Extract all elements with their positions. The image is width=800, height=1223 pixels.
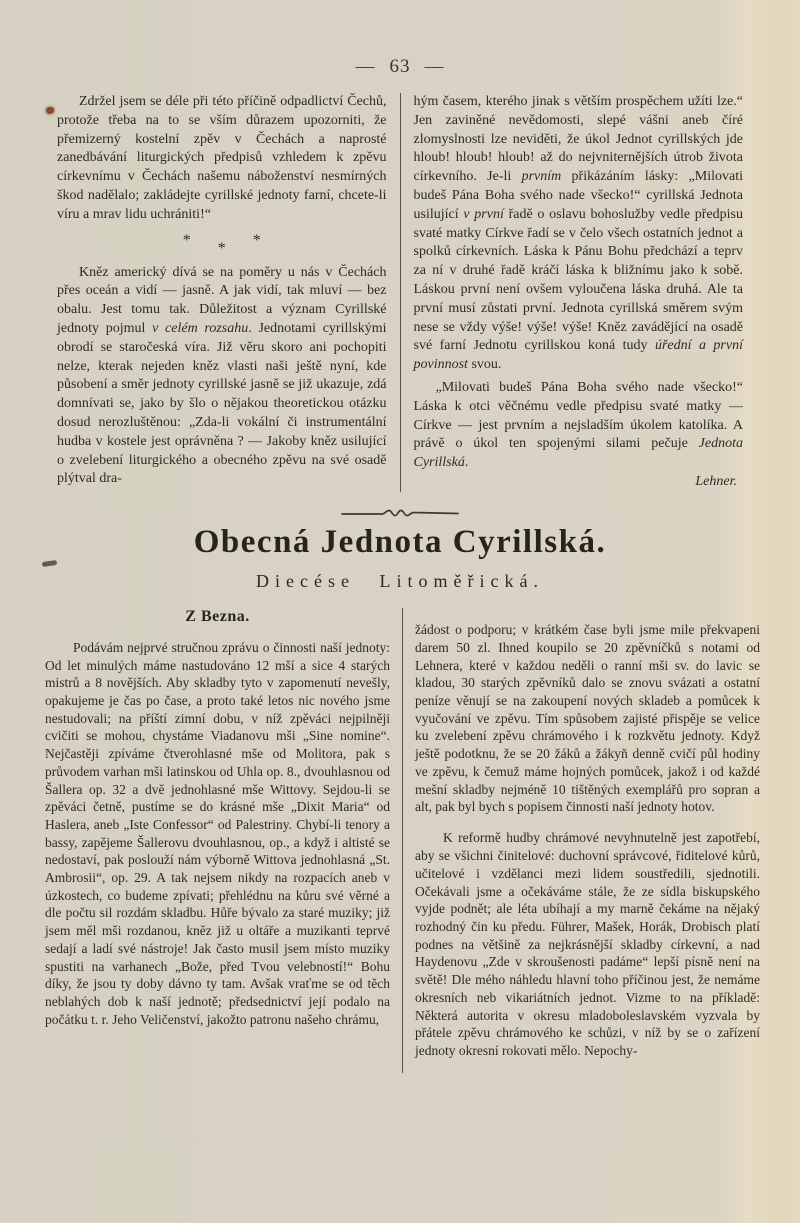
paragraph: Zdržel jsem se déle při této příčině odpadlictví Čechů, protože třeba na to se vším důrazem upozorniti, že přemizerný kostelní zpěv v Čechách a naprosté zanedbávání liturgických předpisů vzhledem k zpěvu církevnímu v Čechách našemu náboženství nesmírných škod nadělalo; zakládejte cyrillské jednoty farní, chcete-li víru a mrav lidu uchrániti!“: [57, 94, 387, 222]
report-heading: Z Bezna.: [185, 607, 250, 625]
asterisk-icon: *: [252, 231, 261, 249]
asterisk-icon: *: [217, 239, 226, 257]
ink-smudge: [42, 560, 58, 567]
paragraph: Podávám nejprvé stručnou zprávu o činnosti naší jednoty: Od let minulých máme nastudováno 12 mší a sice 4 starých mistrů a 8 novějších. Aby skladby tyto v zapomenutí nevešly, opakujeme je čas po čase, a proto také letos nic nového jsme nestudovali; na příští zimní dobu, v níž zpěváci nejpilněji cvičiti se mohou, chystáme Viadanovu mši „Sine nomine“. Nejčastěji zpíváme čtverohlasné mše od Molitora, pak s průvodem varhan mši latinskou od Uhla op. 8., dvouhlasnou od Šallera op. 32 a dvě jednohlasné mše Wittovy. Sejdou-li se zpěváci četně, pustíme se do krásné mše „Dixit Maria“ od Haslera, aneb „Iste Confessor“ od Palestriny. Chybí-li tenory a bassy, zapějeme Šallerovu dvouhlasnou, op., a když i altisté se nedostaví, pak poslouží nám výborně Wittova jednohlasná „St. Ambrosii“, op. 29. A tak nejsem nikdy na rozpacích aneb v úzkostech, co budeme zpívati; přehlédnu na kůru své věrné a dle počtu sil rozdám skladbu. Hůře bývalo za staré muziky; již jsem měl mši rozdanou, kněz již u oltáře a muzikanti teprvé sedají a ladí své nástroje! Jak často musil jsem místo muziky spustiti na varhanech „Bože, před Tvou velebností!“ Bohu díky, že jsou ty doby dávno ty tam. Avšak vraťme se od těch neblahých dob k naší jednotě; předsednictví její podalo na počátku t. r. Jeho Veličenství, jakožto patronu našeho chrámu,: [45, 639, 390, 1027]
page-number-left-dash: —: [355, 56, 376, 77]
lower-left-column: [45, 608, 402, 1073]
page-number-right-dash: —: [424, 56, 445, 77]
lower-two-column-section: [45, 608, 760, 1073]
upper-left-column: [57, 93, 400, 492]
paragraph: K reformě hudby chrámové nevyhnutelně jest zapotřebí, aby se všichni činitelové: duchovní správcové, řiditelové kůrů, učitelové i vzdělanci mezi lidem soustředili, sjednotili. Očekávali jsme a očekáváme stále, že ze sídla biskupského vyjde podnět; ale léta ubíhají a my marně čekáme na nějaký rozhodný čin ku předu. Führer, Mašek, Horák, Drobisch platí podnes na většině za nejkrásnější skladby církevní, a nad Haydenovu „Zde v skroušenosti padáme“ lepší písně není na světě! Dle mého náhledu hlavní toho příčinou jest, že nemáme okresních neb vikariátních jednot. Vizme to na příkladě: Některá autorita v okresu mladoboleslavském vyzvala by přátele zpěvu chrámového ke schůzi, v níž by se o zařízení jednoty okresní rokovati mělo. Nepochy-: [415, 830, 760, 1058]
section-title: Obecná Jednota Cyrillská.: [193, 523, 607, 560]
upper-two-column-section: [57, 93, 743, 492]
page-number: [0, 56, 800, 78]
paragraph: „Milovati budeš Pána Boha svého nade všecko!“ Láska k otci věčnému vedle předpisu svaté matky — Církve — jest prvním a nejsladším úkolem katolíka. A právě o úkol ten spojenými silami pečuje Jednota Cyrillská.: [413, 379, 743, 471]
page-number-value: 63: [389, 56, 411, 77]
squiggle-divider: [340, 506, 460, 520]
asterisk-separator: [183, 232, 261, 258]
asterisk-icon: *: [182, 231, 191, 249]
paragraph: žádost o podporu; v krátkém čase byli jsme mile překvapeni darem 50 zl. Ihned koupilo se 20 zpěvníčků s notami od Lehnera, které v každou neděli o ranní mši sv. do lavic se kladou, 30 starých zpěvníků dalo se znovu svázati a ostatní peníze věnují se na zakoupení nových skladeb a pomůcek k vyučování ve zpěvu. Tím spůsobem zajisté přispěje se velice ku zvelebení zpěvu chrámového i k rozkvětu jednoty. Když ještě podotknu, že se 20 žáků a žákyň denně cvičí půl hodiny ve zpěvu, k čemuž máme hojných pomůcek, jakož i od každé mešní skladby nejméně 10 tištěných exemplářů pro sopran a alt, pak byl bych s popisem činnosti naší jednoty hotov.: [415, 622, 760, 815]
paragraph: hým časem, kterého jinak s větším prospěchem užíti lze.“ Jen zaviněné nevědomosti, slepé vášni aneb číré zlomyslnosti lze neviděti, že úkol Jednot cyrillských jde hloub! hloub! hloub! až do nejvniternějších útrob života církevního. Je-li prvním přikázáním lásky: „Milovati budeš Pána Boha svého nade všecko!“ cyrillská Jednota usilující v první řadě o oslavu bohoslužby vedle předpisu svaté matky Církve řadí se v čelo všech ostatních jednot a spolků církevních. Láska k Pánu Bohu předchází a teprv za ní v druhé řadě kráčí láska k bližnímu jako k sobě. Láskou první není ovšem vyloučena láska druhá. Ale ta první musí zůstati první. Jednota cyrillská směrem svým nese se vždy výše! výše! výše! Kněz zavádějící na osadě své farní Jednotu cyrillskou koná tudy úřední a první povinnost svou.: [413, 94, 743, 373]
upper-right-column: [400, 93, 744, 492]
section-subtitle: Diecése Litoměřická.: [256, 570, 544, 591]
ink-spot: [46, 107, 54, 114]
lower-right-column: [402, 608, 760, 1073]
paragraph: Kněz americký dívá se na poměry u nás v Čechách přes oceán a vidí — jasně. A jak vidí, tak mluví — bez obalu. Jest tomu tak. Důležitost a význam Cyrillské jednoty pojmul v celém rozsahu. Jednotami cyrillskými obrodí se staročeská víra. Již věru skoro ani pochopiti nelze, kterak nejeden kněz vlasti naši ještě nyní, kde působení a směr jednoty cyrillské jasně se již ukazuje, zdá domnívati se, jako by šlo o nějakou theoretickou otázku dosud nerozluštěnou: „Zda-li vokální či instrumentální hudba v kostele jest oprávněna ? — Jakoby kněz usilující o zvelebení liturgického a obecného zpěvu na své osadě plýtval dra-: [57, 264, 387, 487]
author-signature: Lehner.: [695, 473, 737, 489]
